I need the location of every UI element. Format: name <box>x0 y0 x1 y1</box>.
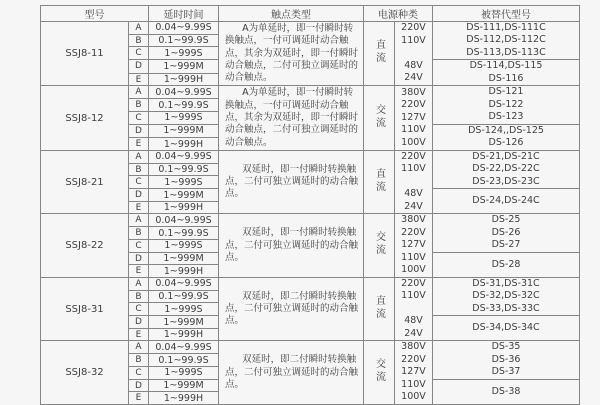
replaced-model: DS-34,DS-34C <box>472 322 540 334</box>
replaced-model: DS-114,DS-115 <box>469 60 543 72</box>
replaced-model: DS-113,DS-113C <box>466 46 546 58</box>
voltage-cell <box>395 150 433 214</box>
delay-value: 0.1~99.9S <box>149 354 219 367</box>
voltage-value: 110V <box>401 251 426 263</box>
voltage-value: 380V <box>401 341 426 353</box>
replaced-models-cell <box>433 252 580 277</box>
variant-letter: B <box>129 354 149 367</box>
voltage-value: 48V <box>404 315 423 327</box>
voltage-value: 127V <box>401 239 426 251</box>
replaced-models-cell <box>433 316 580 341</box>
delay-value: 0.1~99.9S <box>149 227 219 240</box>
spec-table <box>40 5 580 405</box>
replaced-model: DS-123 <box>488 111 524 123</box>
replaced-model: DS-111,DS-111C <box>466 22 546 33</box>
table-row <box>41 341 580 354</box>
voltage-value: 220V <box>401 226 426 238</box>
delay-value: 1~999H <box>149 201 219 214</box>
voltage-value: 110V <box>401 378 426 390</box>
table-row <box>41 22 580 35</box>
header-row <box>41 6 580 22</box>
delay-value: 0.04~9.99S <box>149 86 219 99</box>
variant-letter: E <box>129 328 149 341</box>
replaced-model: DS-27 <box>491 239 521 251</box>
replaced-model: DS-23,DS-23C <box>472 175 540 187</box>
replaced-model: DS-26 <box>491 226 521 238</box>
contact-type-text: 双延时，即二付瞬时转换触点，二付可独立调延时的动合触点。 <box>225 354 359 390</box>
voltage-value: 127V <box>401 366 426 378</box>
variant-letter: B <box>129 163 149 176</box>
variant-letter: C <box>129 111 149 124</box>
replaced-model: DS-122 <box>488 98 524 110</box>
contact-type-text: 双延时，即一付瞬时转换触点，二付可独立调延时的动合触点。 <box>225 163 359 200</box>
voltage-value: 220V <box>401 353 426 365</box>
contact-type-cell <box>219 22 364 86</box>
replaced-models-cell <box>433 189 580 214</box>
model-cell: SSJ8-32 <box>41 341 129 405</box>
contact-type-text: A为单延时，即一付瞬时转换触点，一付可调延时动合触点，其余为双延时，即一付瞬时动合触点，二付可独立调延时的动合触点。 <box>225 23 359 84</box>
header-replaced: 被替代型号 <box>433 6 580 22</box>
variant-letter: A <box>129 22 149 35</box>
table-row <box>41 277 580 290</box>
delay-value: 0.1~99.9S <box>149 34 219 47</box>
delay-value: 0.04~9.99S <box>149 277 219 290</box>
variant-letter: E <box>129 392 149 405</box>
voltage-value <box>395 47 432 60</box>
replaced-models-cell <box>433 214 580 252</box>
contact-type-cell <box>219 86 364 150</box>
delay-value: 0.04~9.99S <box>149 341 219 354</box>
replaced-model: DS-126 <box>488 137 524 149</box>
delay-value: 0.04~9.99S <box>149 214 219 227</box>
delay-value: 1~999H <box>149 328 219 341</box>
voltage-value: 220V <box>401 99 426 111</box>
power-kind-cell <box>364 150 395 214</box>
voltage-value: 24V <box>404 327 423 339</box>
variant-letter: D <box>129 189 149 202</box>
replaced-model: DS-112,DS-112C <box>466 34 546 46</box>
table-row <box>41 150 580 163</box>
replaced-models-cell <box>433 379 580 404</box>
variant-letter: E <box>129 265 149 278</box>
contact-type-cell <box>219 214 364 278</box>
variant-letter: D <box>129 124 149 137</box>
delay-value: 1~999S <box>149 47 219 60</box>
replaced-model: DS-33,DS-33C <box>472 302 540 314</box>
table-row <box>41 214 580 227</box>
model-cell: SSJ8-21 <box>41 150 129 214</box>
delay-value: 1~999M <box>149 379 219 392</box>
voltage-cell <box>395 341 433 405</box>
contact-type-cell <box>219 341 364 405</box>
voltage-value <box>395 176 432 189</box>
variant-letter: A <box>129 341 149 354</box>
variant-letter: C <box>129 366 149 379</box>
voltage-value: 24V <box>404 72 423 84</box>
variant-letter: E <box>129 201 149 214</box>
replaced-models-cell <box>433 22 580 60</box>
delay-value: 1~999H <box>149 392 219 405</box>
voltage-cell <box>395 277 433 341</box>
voltage-value: 100V <box>401 264 426 276</box>
voltage-value: 100V <box>401 136 426 148</box>
delay-value: 1~999H <box>149 73 219 86</box>
header-contact: 触点类型 <box>219 6 364 22</box>
delay-value: 1~999M <box>149 60 219 73</box>
replaced-models-cell <box>433 150 580 188</box>
contact-type-cell <box>219 277 364 341</box>
power-kind-label: 交流 <box>373 358 385 385</box>
delay-value: 0.1~99.9S <box>149 163 219 176</box>
model-cell: SSJ8-11 <box>41 22 129 86</box>
replaced-model: DS-37 <box>491 366 521 378</box>
replaced-models-cell <box>433 60 580 86</box>
power-kind-label: 交流 <box>373 231 385 258</box>
voltage-value: 110V <box>401 290 426 302</box>
voltage-value: 380V <box>401 86 426 98</box>
voltage-value: 48V <box>404 188 423 200</box>
header-model: 型号 <box>41 6 149 22</box>
variant-letter: A <box>129 150 149 163</box>
header-power: 电源种类 <box>364 6 433 22</box>
model-cell: SSJ8-22 <box>41 214 129 278</box>
model-cell: SSJ8-12 <box>41 86 129 150</box>
voltage-value: 110V <box>401 124 426 136</box>
voltage-cell <box>395 86 433 150</box>
replaced-models-cell <box>433 86 580 124</box>
variant-letter: B <box>129 290 149 303</box>
delay-value: 1~999M <box>149 316 219 329</box>
variant-letter: D <box>129 379 149 392</box>
contact-type-text: A为单延时，即一付瞬时转换触点，一付可调延时动合触点，其余为双延时，即一付瞬时动合触点，二付可独立调延时的动合触点。 <box>225 87 359 148</box>
power-kind-label: 直流 <box>373 294 385 321</box>
voltage-value: 127V <box>401 111 426 123</box>
variant-letter: C <box>129 176 149 189</box>
delay-value: 1~999S <box>149 176 219 189</box>
variant-letter: E <box>129 73 149 86</box>
delay-value: 0.1~99.9S <box>149 290 219 303</box>
variant-letter: C <box>129 47 149 60</box>
power-kind-label: 直流 <box>373 167 385 194</box>
power-kind-cell <box>364 277 395 341</box>
contact-type-cell <box>219 150 364 214</box>
power-kind-cell <box>364 214 395 278</box>
variant-letter: A <box>129 86 149 99</box>
replaced-model: DS-25 <box>491 214 521 226</box>
delay-value: 1~999M <box>149 252 219 265</box>
voltage-value: 24V <box>404 200 423 212</box>
variant-letter: A <box>129 277 149 290</box>
delay-value: 1~999S <box>149 303 219 316</box>
replaced-model: DS-22,DS-22C <box>472 163 540 175</box>
variant-letter: A <box>129 214 149 227</box>
variant-letter: D <box>129 316 149 329</box>
variant-letter: E <box>129 138 149 151</box>
voltage-value: 48V <box>404 59 423 71</box>
variant-letter: D <box>129 252 149 265</box>
replaced-model: DS-21,DS-21C <box>472 150 540 162</box>
voltage-value <box>395 303 432 316</box>
voltage-value: 220V <box>401 22 426 34</box>
voltage-value: 220V <box>401 277 426 289</box>
replaced-models-cell <box>433 341 580 379</box>
replaced-models-cell <box>433 124 580 150</box>
replaced-model: DS-124,,DS-125 <box>468 124 544 136</box>
replaced-model: DS-121 <box>488 86 524 98</box>
variant-letter: C <box>129 303 149 316</box>
replaced-model: DS-116 <box>488 72 524 84</box>
power-kind-cell <box>364 86 395 150</box>
contact-type-text: 双延时，即二付瞬时转换触点，二付可独立调延时的动合触点。 <box>225 290 359 327</box>
voltage-value: 110V <box>401 163 426 175</box>
replaced-model: DS-24,DS-24C <box>472 195 540 207</box>
replaced-model: DS-28 <box>491 258 521 270</box>
power-kind-label: 直流 <box>373 39 385 66</box>
voltage-cell <box>395 214 433 278</box>
delay-value: 1~999M <box>149 189 219 202</box>
table-row <box>41 86 580 99</box>
delay-value: 1~999M <box>149 124 219 137</box>
variant-letter: C <box>129 239 149 252</box>
delay-value: 1~999H <box>149 138 219 151</box>
voltage-value: 110V <box>401 34 426 46</box>
variant-letter: B <box>129 99 149 112</box>
power-kind-cell <box>364 22 395 86</box>
variant-letter: B <box>129 227 149 240</box>
replaced-model: DS-36 <box>491 353 521 365</box>
voltage-value: 220V <box>401 150 426 162</box>
voltage-cell <box>395 22 433 86</box>
delay-value: 0.04~9.99S <box>149 150 219 163</box>
replaced-model: DS-32,DS-32C <box>472 290 540 302</box>
delay-value: 0.04~9.99S <box>149 22 219 35</box>
replaced-model: DS-31,DS-31C <box>472 277 540 289</box>
delay-value: 1~999S <box>149 239 219 252</box>
voltage-value: 100V <box>401 391 426 403</box>
variant-letter: B <box>129 34 149 47</box>
model-cell: SSJ8-31 <box>41 277 129 341</box>
power-kind-label: 交流 <box>373 103 385 130</box>
delay-value: 0.1~99.9S <box>149 99 219 112</box>
variant-letter: D <box>129 60 149 73</box>
delay-value: 1~999S <box>149 111 219 124</box>
replaced-model: DS-38 <box>491 385 521 397</box>
header-delay: 延时时间 <box>149 6 219 22</box>
replaced-models-cell <box>433 277 580 315</box>
voltage-value: 380V <box>401 214 426 226</box>
contact-type-text: 双延时，即一付瞬时转换触点，二付可独立调延时的动合触点。 <box>225 227 359 263</box>
delay-value: 1~999H <box>149 265 219 278</box>
power-kind-cell <box>364 341 395 405</box>
delay-value: 1~999S <box>149 366 219 379</box>
replaced-model: DS-35 <box>491 341 521 353</box>
